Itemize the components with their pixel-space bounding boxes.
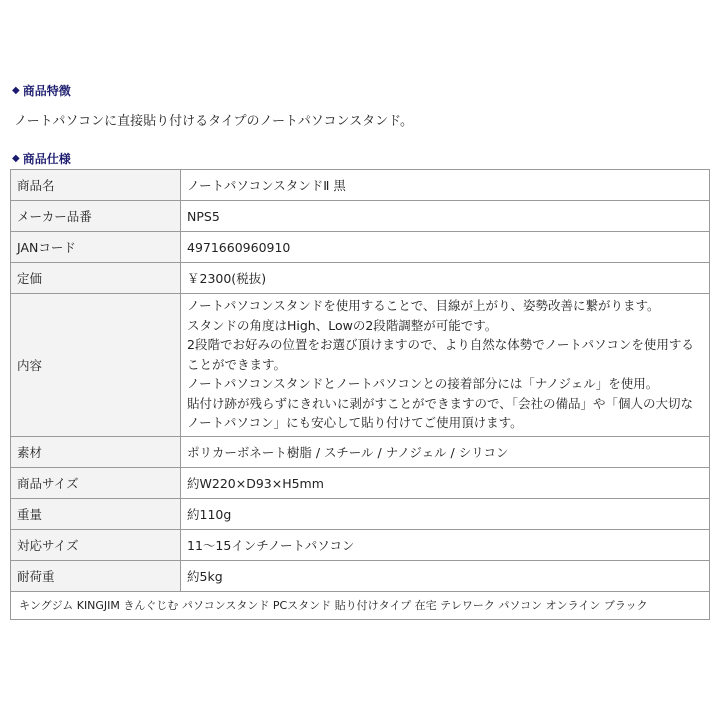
- spec-label: 内容: [11, 294, 181, 437]
- spec-value: 約110g: [181, 498, 710, 529]
- spec-value: 4971660960910: [181, 232, 710, 263]
- spec-row-load-capacity: [11, 560, 710, 591]
- keywords-footer: キングジム KINGJIM きんぐじむ パソコンスタンド PCスタンド 貼り付けタイプ 在宅 テレワーク パソコン オンライン ブラック: [11, 591, 710, 619]
- spec-row-jan-code: [11, 232, 710, 263]
- spec-value: 約5kg: [181, 560, 710, 591]
- spec-label: JANコード: [11, 232, 181, 263]
- spec-row-compatible-size: [11, 529, 710, 560]
- spec-value: NPS5: [181, 201, 710, 232]
- spec-label: 対応サイズ: [11, 529, 181, 560]
- spec-row-material: [11, 436, 710, 467]
- spec-table: [10, 169, 710, 620]
- description-line: ノートパソコンスタンドとノートパソコンとの接着部分には「ナノジェル」を使用。: [187, 376, 659, 391]
- spec-label: 素材: [11, 436, 181, 467]
- description-line: スタンドの角度はHigh、Lowの2段階調整が可能です。: [187, 317, 498, 333]
- features-heading: [12, 82, 71, 99]
- spec-row-weight: [11, 498, 710, 529]
- spec-row-keywords: [11, 591, 710, 619]
- specs-heading: [12, 150, 71, 167]
- spec-row-price: [11, 263, 710, 294]
- spec-row-model-number: [11, 201, 710, 232]
- specs-heading-label: 商品仕様: [22, 152, 71, 166]
- features-heading-label: 商品特徴: [22, 84, 71, 98]
- spec-row-description: [11, 294, 710, 437]
- diamond-bullet-icon: ◆: [12, 153, 20, 164]
- diamond-bullet-icon: ◆: [12, 85, 20, 96]
- description-line: 貼付け跡が残らずにきれいに剥がすことができますので、「会社の備品」や「個人の大切なノートパソコン」にも安心して貼り付けてご使用頂けます。: [187, 395, 694, 430]
- spec-value: 約W220×D93×H5mm: [181, 467, 710, 498]
- spec-row-size: [11, 467, 710, 498]
- spec-value: ￥2300(税抜): [181, 263, 710, 294]
- spec-label: 定価: [11, 263, 181, 294]
- spec-label: 商品名: [11, 170, 181, 201]
- spec-value: ノートパソコンスタンドⅡ 黒: [181, 170, 710, 201]
- spec-label: メーカー品番: [11, 201, 181, 232]
- spec-value: ポリカーボネート樹脂 / スチール / ナノジェル / シリコン: [181, 436, 710, 467]
- description-line: 2段階でお好みの位置をお選び頂けますので、より自然な体勢でノートパソコンを使用することができます。: [187, 337, 694, 372]
- spec-label: 商品サイズ: [11, 467, 181, 498]
- features-text: ノートパソコンに直接貼り付けるタイプのノートパソコンスタンド。: [14, 114, 413, 129]
- description-line: ノートパソコンスタンドを使用することで、目線が上がり、姿勢改善に繋がります。: [187, 298, 660, 313]
- spec-description: [181, 294, 710, 437]
- spec-row-product-name: [11, 170, 710, 201]
- spec-label: 重量: [11, 498, 181, 529]
- spec-label: 耐荷重: [11, 560, 181, 591]
- spec-value: 11～15インチノートパソコン: [181, 529, 710, 560]
